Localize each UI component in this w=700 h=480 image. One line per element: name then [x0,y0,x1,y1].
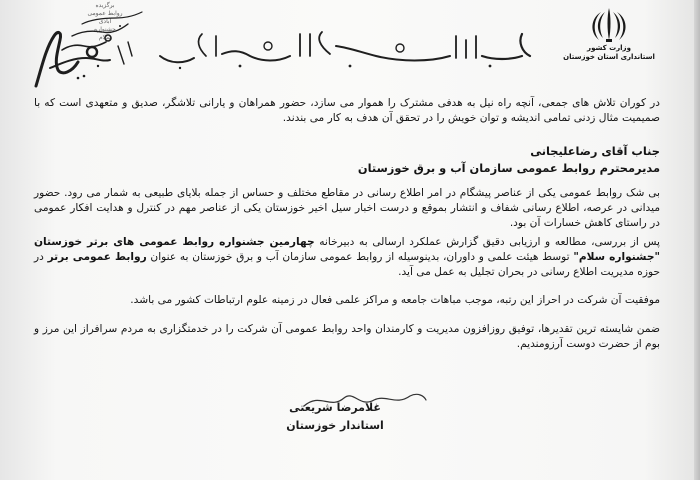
p3-text: توسط هیئت علمی و داوران، بدینوسیله از روابط عمومی سازمان آب و برق خوزستان به عنوان [146,251,574,263]
p3-text: پس از بررسی، مطالعه و ارزیابی دقیق گزارش عملکرد ارسالی به دبیرخانه [314,236,660,248]
signer-title: استاندار خوزستان [286,419,384,432]
ministry-name: وزارت کشور [587,44,631,52]
addressee [34,143,660,177]
bismillah-calligraphy [150,26,540,74]
signer-block [240,399,430,435]
body-paragraph-4: موفقیت آن شرکت در احراز این رتبه، موجب مباهات جامعه و مراکز علمی فعال در زمینه علوم ارتباطات کشور می باشد. [130,294,660,306]
festival-name: چهارمین جشنواره روابط عمومی های برتر خوزستان "جشنواره سلام" [34,236,660,263]
festival-caption-line: سلام [98,34,112,41]
festival-caption-line: برگزیده [95,2,115,9]
signer-name: غلامرضا شریعتی [289,401,381,414]
closing-paragraph: ضمن شایسته ترین تقدیرها، توفیق روزافزون مدیریت و کارمندان واحد روابط عمومی آن شرکت را در خدمتگزاری به مردم سرافراز این مرز و بوم از حضرت دوست آرزومندیم. [34,323,660,350]
body-paragraph-3 [34,235,660,280]
body-paragraph-2: بی شک روابط عمومی یکی از عناصر پیشگام در امر اطلاع رسانی در مقاطع مختلف و حساس از جمله بلایای طبیعی به شمار می رود. حضور میدانی در عرصه، اطلاع رسانی شفاف و انتشار بموقع و درست اخبار سیل اخیر خوزستان یکی از عناصر مهم در کنترل و هدایت افکار عمومی در راستای کاهش خسارات آن بود. [34,187,660,229]
p3-text: در حوزه مدیریت اطلاع رسانی در بحران تجلیل به عمل می آید. [34,251,660,278]
bismillah-icon [150,26,540,74]
ministry-emblem-block [554,6,664,74]
festival-caption [60,2,150,42]
festival-caption-line: جشنواره [94,26,116,33]
festival-caption-line: روابط عمومی [87,10,123,17]
page-edge-shadow [694,0,700,480]
intro-paragraph: در کوران تلاش های جمعی، آنچه راه نیل به هدفی مشترک را هموار می سازد، حضور همراهان و یارانی تلاشگر، صدیق و متعهدی است که با صمیمیت مثال زدنی تمامی اندیشه و توان خویش را در تحقق آن هدف به کار می بندند. [34,97,660,124]
addressee-name: جناب آقای رضاعلیجانی [530,144,660,158]
governorate-name: استانداری استان خوزستان [563,53,655,61]
award-title: روابط عمومی برتر [47,251,147,263]
iran-emblem-icon [589,6,629,44]
addressee-position: مدیرمحترم روابط عمومی سازمان آب و برق خوزستان [357,161,660,175]
festival-caption-line: آبادی [98,18,112,25]
